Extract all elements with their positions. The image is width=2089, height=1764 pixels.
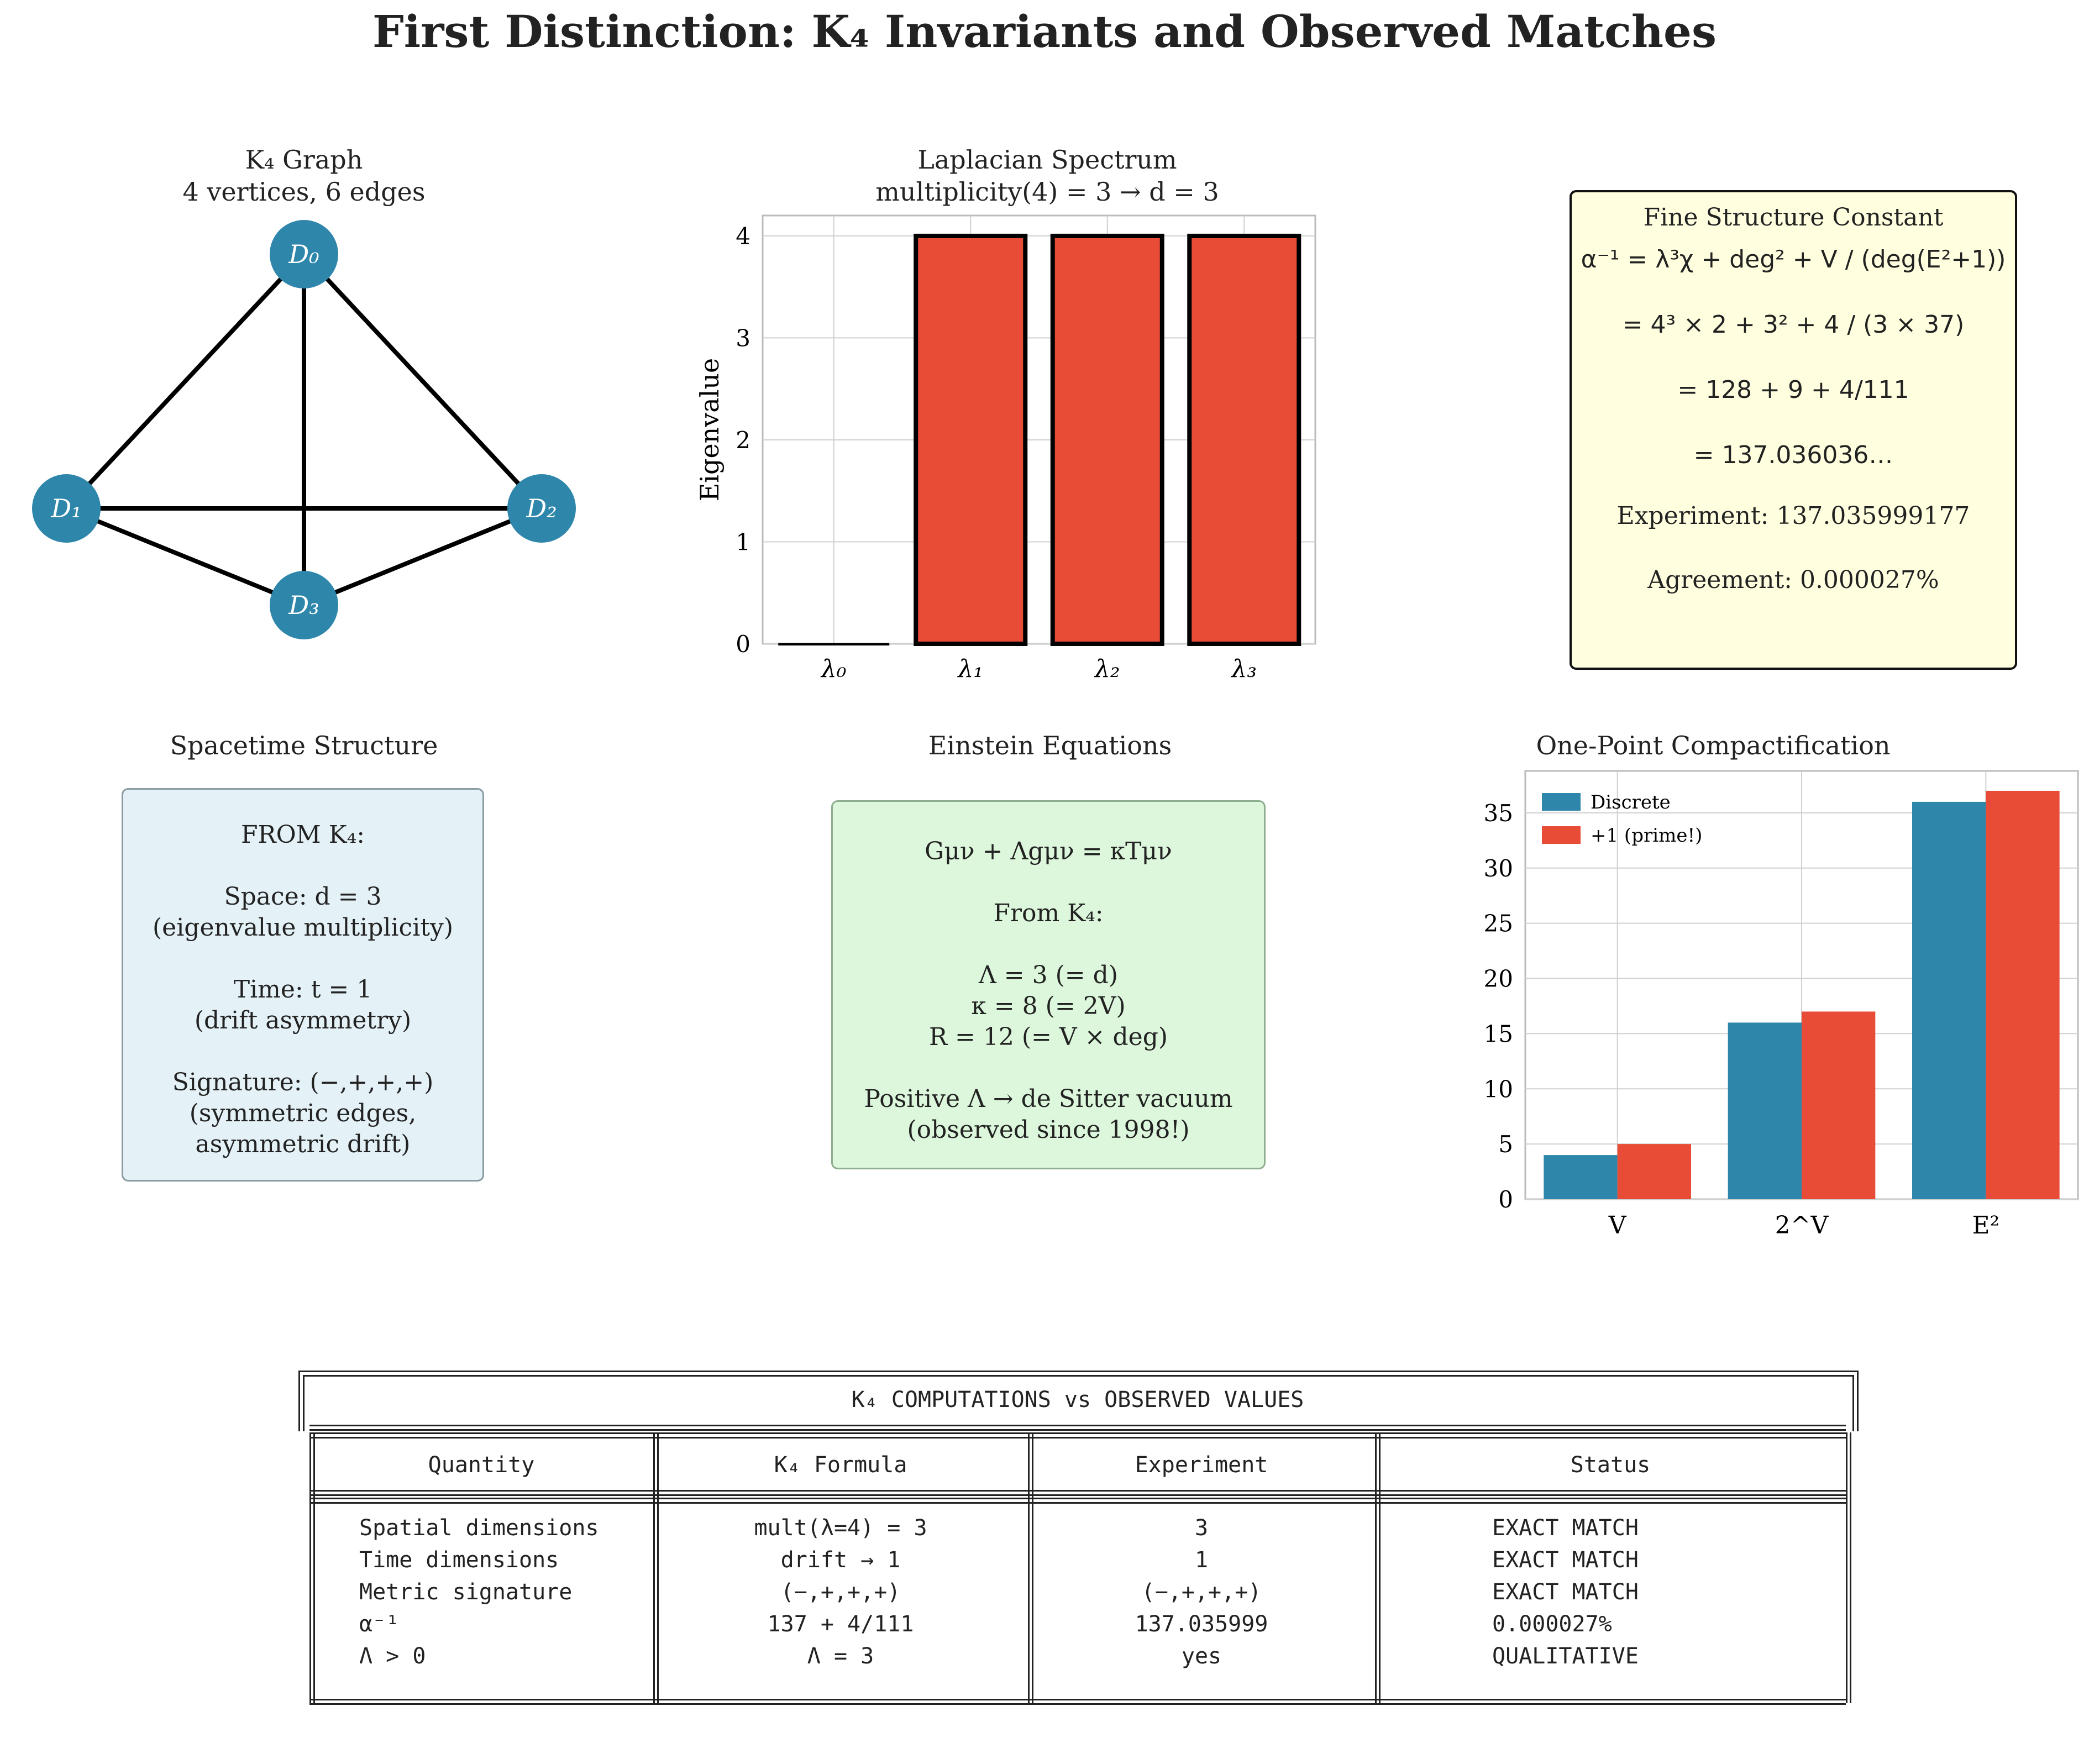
compact-y-tick: 10 <box>1483 1075 1513 1103</box>
compact-legend-label: +1 (prime!) <box>1591 825 1703 847</box>
table-header-cell: Status <box>1570 1452 1651 1478</box>
table-cell: drift → 1 <box>780 1547 901 1573</box>
graph-edge <box>66 508 304 605</box>
spectrum-bar <box>916 236 1025 644</box>
table-border <box>1846 1432 1847 1703</box>
compact-legend-label: Discrete <box>1591 791 1671 813</box>
table-cell: Λ = 3 <box>807 1644 874 1669</box>
table-cell: EXACT MATCH <box>1492 1579 1639 1605</box>
spacetime-line: asymmetric drift) <box>195 1130 411 1158</box>
table-cell: (−,+,+,+) <box>1141 1579 1262 1605</box>
spectrum-x-tick: λ₃ <box>1231 655 1257 683</box>
laplacian-spectrum-chart <box>685 210 1371 691</box>
table-border <box>309 1429 1846 1431</box>
table-border <box>309 1494 1846 1496</box>
compact-y-tick: 35 <box>1483 799 1513 827</box>
table-cell: mult(λ=4) = 3 <box>754 1515 927 1541</box>
table-cell: (−,+,+,+) <box>780 1579 901 1605</box>
fine-structure-line-3: = 128 + 9 + 4/111 <box>1677 376 1909 404</box>
table-title: K₄ COMPUTATIONS vs OBSERVED VALUES <box>851 1387 1304 1413</box>
table-cell: 137.035999 <box>1135 1611 1268 1637</box>
compact-legend-swatch <box>1542 793 1581 811</box>
einstein-line: Gμν + Λgμν = κTμν <box>925 837 1172 865</box>
spectrum-y-tick: 0 <box>736 631 750 658</box>
k4-computations-table <box>293 1365 1862 1708</box>
einstein-spacer <box>833 867 1264 898</box>
compact-x-tick: 2^V <box>1775 1211 1829 1238</box>
table-cell: QUALITATIVE <box>1492 1644 1639 1669</box>
table-cell: Spatial dimensions <box>359 1515 599 1541</box>
spectrum-x-tick: λ₁ <box>958 655 984 683</box>
spacetime-line: Signature: (−,+,+,+) <box>172 1068 434 1096</box>
spacetime-line: (drift asymmetry) <box>194 1006 412 1035</box>
table-cell: 137 + 4/111 <box>767 1611 914 1637</box>
compact-bar <box>1728 1022 1802 1199</box>
compact-y-tick: 30 <box>1483 854 1513 882</box>
spectrum-y-tick: 3 <box>736 324 750 352</box>
einstein-title: Einstein Equations <box>928 731 1172 760</box>
table-border <box>1850 1432 1851 1703</box>
spacetime-spacer <box>123 1036 482 1067</box>
table-cell: yes <box>1181 1644 1222 1669</box>
compact-y-tick: 5 <box>1498 1131 1513 1158</box>
einstein-line: From K₄: <box>993 899 1104 927</box>
table-border <box>298 1371 1857 1372</box>
compact-y-tick: 15 <box>1483 1020 1513 1048</box>
table-cell: Metric signature <box>359 1579 573 1605</box>
graph-node-label: D₀ <box>288 239 319 269</box>
table-border <box>309 1432 1846 1434</box>
spectrum-bar <box>779 644 889 645</box>
graph-panel-subtitle: 4 vertices, 6 edges <box>182 177 426 207</box>
einstein-spacer <box>833 1053 1264 1084</box>
table-cell: Λ > 0 <box>359 1644 426 1669</box>
einstein-box <box>831 800 1266 1169</box>
fine-structure-box <box>1570 190 2017 670</box>
spacetime-line: Space: d = 3 <box>224 883 382 911</box>
spacetime-spacer <box>123 943 482 974</box>
fine-structure-line-2: = 4³ × 2 + 3² + 4 / (3 × 37) <box>1622 311 1965 339</box>
table-cell: EXACT MATCH <box>1492 1547 1639 1573</box>
compact-bar <box>1986 791 2059 1199</box>
table-cell: Time dimensions <box>359 1547 559 1573</box>
table-cell: 0.000027% <box>1492 1611 1612 1637</box>
einstein-line: Λ = 3 (= d) <box>979 961 1118 989</box>
table-border <box>303 1375 1852 1377</box>
einstein-spacer <box>833 929 1264 960</box>
spacetime-spacer <box>123 851 482 881</box>
spectrum-x-tick: λ₂ <box>1094 655 1120 683</box>
spacetime-title: Spacetime Structure <box>170 731 438 760</box>
compact-y-tick: 25 <box>1483 910 1513 937</box>
k4-graph <box>0 210 630 663</box>
graph-node-label: D₃ <box>288 590 319 620</box>
compactification-title: One-Point Compactification <box>1536 731 1891 760</box>
table-cell: 1 <box>1194 1547 1209 1573</box>
spacetime-line: (eigenvalue multiplicity) <box>153 914 453 942</box>
fine-structure-line-1: α⁻¹ = λ³χ + deg² + V / (deg(E²+1)) <box>1581 245 2006 274</box>
fine-structure-title: Fine Structure Constant <box>1643 203 1944 232</box>
fine-structure-agreement: Agreement: 0.000027% <box>1647 566 1939 594</box>
graph-edge <box>304 254 542 508</box>
spacetime-line: (symmetric edges, <box>189 1099 417 1127</box>
table-header-cell: Quantity <box>428 1452 535 1478</box>
figure-title: First Distinction: K₄ Invariants and Observed Matches <box>372 6 1717 57</box>
einstein-line: R = 12 (= V × deg) <box>928 1023 1168 1051</box>
fine-structure-experiment: Experiment: 137.035999177 <box>1616 502 1970 530</box>
table-border <box>309 1498 1846 1499</box>
table-border <box>309 1425 1846 1426</box>
fine-structure-line-4: = 137.036036… <box>1693 441 1893 469</box>
graph-node-label: D₂ <box>526 494 557 523</box>
compact-bar <box>1544 1155 1617 1199</box>
compact-y-tick: 20 <box>1483 965 1513 993</box>
table-header-cell: Experiment <box>1135 1452 1268 1478</box>
compact-bar <box>1802 1011 1875 1199</box>
spectrum-y-label: Eigenvalue <box>695 358 725 502</box>
table-header-cell: K₄ Formula <box>774 1452 907 1478</box>
einstein-line: Positive Λ → de Sitter vacuum <box>864 1085 1233 1113</box>
compact-bar <box>1618 1144 1691 1199</box>
spectrum-bar <box>1189 236 1299 644</box>
spectrum-y-tick: 1 <box>736 528 750 556</box>
spectrum-subtitle: multiplicity(4) = 3 → d = 3 <box>875 177 1219 207</box>
table-border <box>309 1703 1846 1705</box>
table-cell: EXACT MATCH <box>1492 1515 1639 1541</box>
spectrum-title: Laplacian Spectrum <box>917 145 1177 175</box>
graph-panel-title-block <box>111 144 497 208</box>
compactification-chart <box>1426 763 2089 1238</box>
compact-legend-swatch <box>1542 826 1581 844</box>
einstein-line: (observed since 1998!) <box>907 1116 1190 1144</box>
spectrum-y-tick: 2 <box>736 426 750 454</box>
compact-x-tick: E² <box>1972 1211 2000 1238</box>
table-border <box>309 1437 1846 1439</box>
einstein-line: κ = 8 (= 2V) <box>971 992 1126 1020</box>
compact-y-tick: 0 <box>1498 1186 1513 1213</box>
spectrum-y-tick: 4 <box>736 222 750 250</box>
table-border <box>309 1699 1846 1700</box>
spacetime-box <box>122 788 484 1182</box>
compact-bar <box>1912 802 1986 1199</box>
graph-node-label: D₁ <box>51 494 82 523</box>
table-border <box>309 1490 1846 1492</box>
graph-edge <box>304 508 542 605</box>
spectrum-x-tick: λ₀ <box>821 655 847 683</box>
table-cell: 3 <box>1194 1515 1209 1541</box>
spectrum-bar <box>1053 236 1162 644</box>
table-border <box>309 1502 1846 1504</box>
compact-x-tick: V <box>1608 1211 1626 1238</box>
spacetime-line: Time: t = 1 <box>233 975 372 1004</box>
graph-panel-title: K₄ Graph <box>245 145 363 175</box>
spacetime-line: FROM K₄: <box>240 821 365 849</box>
table-cell: α⁻¹ <box>359 1611 400 1637</box>
graph-edge <box>66 254 304 508</box>
spectrum-title-block <box>763 144 1332 208</box>
